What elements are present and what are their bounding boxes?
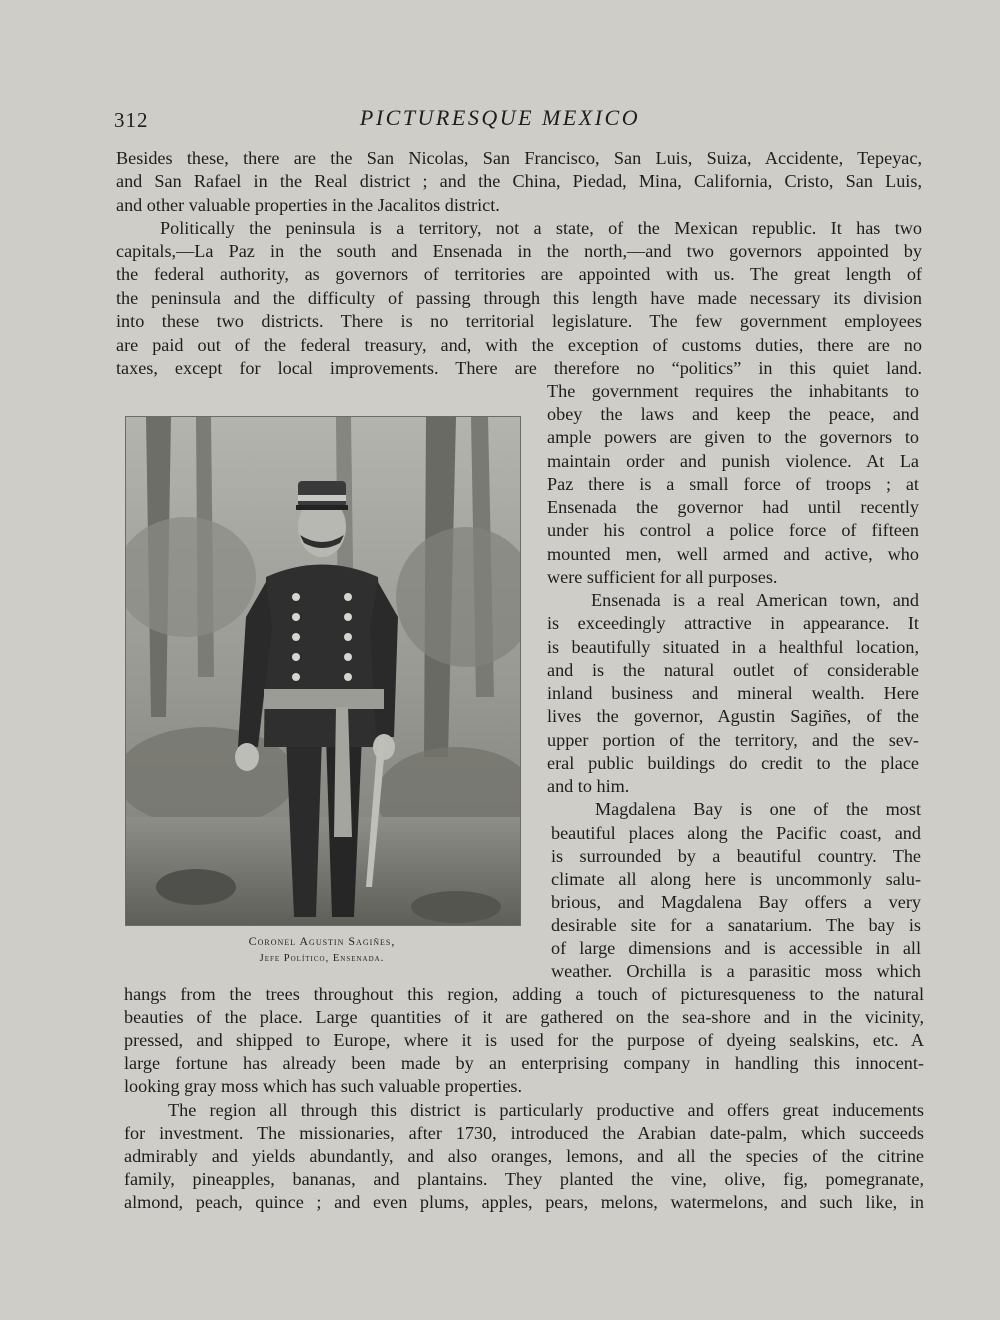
text-line: and San Rafael in the Real district ; and the China, Piedad, Mina, California, Cristo, San Luis, [116, 171, 922, 191]
text-line: for investment. The missionaries, after 1730, introduced the Arabian date-palm, which succeeds [124, 1123, 924, 1143]
text-line: mounted men, well armed and active, who [547, 544, 919, 564]
text-line: Ensenada is a real American town, and [591, 590, 919, 610]
text-line: and other valuable properties in the Jacalitos district. [116, 195, 500, 215]
text-line: weather. Orchilla is a parasitic moss which [551, 961, 921, 981]
text-line: Ensenada the governor had until recently [547, 497, 919, 517]
text-line: pressed, and shipped to Europe, where it is used for the purpose of dyeing sealskins, etc. A [124, 1030, 924, 1050]
text-line: and is the natural outlet of considerable [547, 660, 919, 680]
text-line: the federal authority, as governors of territories are appointed with us. The great length of [116, 264, 922, 284]
text-line: into these two districts. There is no territorial legislature. The few government employees [116, 311, 922, 331]
text-line: beauties of the place. Large quantities of it are gathered on the sea-shore and in the vicinity, [124, 1007, 924, 1027]
text-line: are paid out of the federal treasury, and, with the exception of customs duties, there are no [116, 335, 922, 355]
text-line: The region all through this district is particularly productive and offers great inducements [168, 1100, 924, 1120]
text-line: Magdalena Bay is one of the most [595, 799, 921, 819]
portrait-illustration [126, 417, 520, 925]
text-line: under his control a police force of fifteen [547, 520, 919, 540]
text-line: were sufficient for all purposes. [547, 567, 778, 587]
text-line: capitals,—La Paz in the south and Ensenada in the north,—and two governors appointed by [116, 241, 922, 261]
text-line: is beautifully situated in a healthful location, [547, 637, 919, 657]
text-line: large fortune has already been made by an enterprising company in handling this innocent- [124, 1053, 924, 1073]
text-line: hangs from the trees throughout this region, adding a touch of picturesqueness to the natural [124, 984, 924, 1004]
text-line: is exceedingly attractive in appearance. It [547, 613, 919, 633]
text-line: looking gray moss which has such valuable properties. [124, 1076, 523, 1096]
text-line: maintain order and punish violence. At La [547, 451, 919, 471]
portrait-photograph [125, 416, 521, 926]
text-line: almond, peach, quince ; and even plums, apples, pears, melons, watermelons, and such like, in [124, 1192, 924, 1212]
text-line: Paz there is a small force of troops ; at [547, 474, 919, 494]
text-line: The government requires the inhabitants to [547, 381, 919, 401]
text-line: inland business and mineral wealth. Here [547, 683, 919, 703]
text-line: Politically the peninsula is a territory, not a state, of the Mexican republic. It has two [160, 218, 922, 238]
text-line: ample powers are given to the governors to [547, 427, 919, 447]
figure-caption-line2: Jefe Político, Ensenada. [259, 953, 385, 964]
text-line: the peninsula and the difficulty of passing through this length have made necessary its division [116, 288, 922, 308]
text-line: upper portion of the territory, and the sev- [547, 730, 919, 750]
text-line: desirable site for a sanatarium. The bay is [551, 915, 921, 935]
text-line: taxes, except for local improvements. There are therefore no “politics” in this quiet land. [116, 358, 922, 378]
text-line: climate all along here is uncommonly salu- [551, 869, 921, 889]
text-line: is surrounded by a beautiful country. The [551, 846, 921, 866]
page-number: 312 [114, 108, 149, 132]
text-line: admirably and yields abundantly, and also oranges, lemons, and all the species of the citrine [124, 1146, 924, 1166]
text-line: family, pineapples, bananas, and plantains. They planted the vine, olive, fig, pomegranate, [124, 1169, 924, 1189]
text-line: brious, and Magdalena Bay offers a very [551, 892, 921, 912]
text-line: obey the laws and keep the peace, and [547, 404, 919, 424]
text-line: eral public buildings do credit to the place [547, 753, 919, 773]
text-line: and to him. [547, 776, 630, 796]
text-line: beautiful places along the Pacific coast, and [551, 823, 921, 843]
running-title: PICTURESQUE MEXICO [359, 105, 641, 130]
text-line: of large dimensions and is accessible in all [551, 938, 921, 958]
text-line: lives the governor, Agustin Sagiñes, of the [547, 706, 919, 726]
text-line: Besides these, there are the San Nicolas, San Francisco, San Luis, Suiza, Accidente, Tepeyac, [116, 148, 922, 168]
figure-caption-line1: Coronel Agustin Sagiñes, [248, 934, 396, 948]
